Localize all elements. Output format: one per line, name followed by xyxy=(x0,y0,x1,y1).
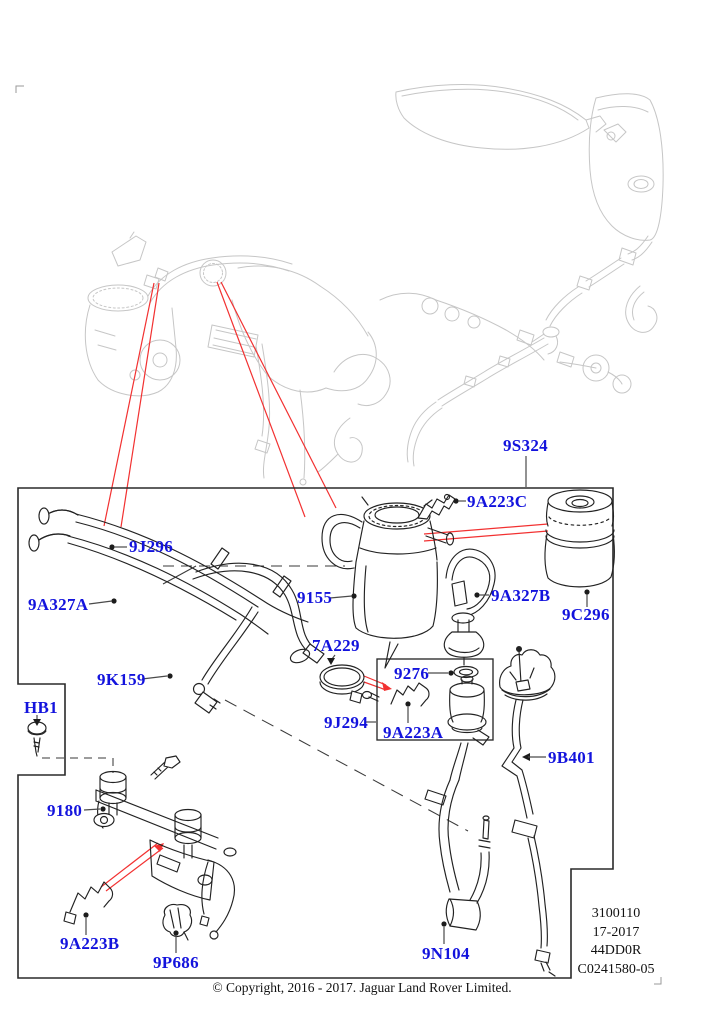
part-label-9J294[interactable]: 9J294 xyxy=(324,713,368,732)
part-drawing-9K159 xyxy=(194,607,259,713)
background-vehicle-drawing xyxy=(85,85,663,485)
part-label-HB1[interactable]: HB1 xyxy=(24,698,58,717)
part-drawing-9A223C xyxy=(418,495,455,520)
reference-line: 44DD0R xyxy=(590,943,642,958)
part-label-9180[interactable]: 9180 xyxy=(47,801,83,820)
copyright-notice: © Copyright, 2016 - 2017. Jaguar Land Rover Limited. xyxy=(212,980,512,995)
detail-boxes xyxy=(18,488,613,978)
part-drawing-9A327B xyxy=(444,549,495,665)
part-drawing-hoses xyxy=(29,508,324,665)
part-label-9A223B[interactable]: 9A223B xyxy=(60,934,120,953)
part-label-9S324[interactable]: 9S324 xyxy=(503,436,548,455)
corner-marks xyxy=(16,86,661,984)
part-label-9155[interactable]: 9155 xyxy=(297,588,333,607)
part-label-9A223C[interactable]: 9A223C xyxy=(467,492,528,511)
part-label-7A229[interactable]: 7A229 xyxy=(312,636,360,655)
reference-line: C0241580-05 xyxy=(577,961,655,977)
part-drawing-9B401 xyxy=(500,646,555,976)
part-label-9C296[interactable]: 9C296 xyxy=(562,605,610,624)
part-label-9A223A[interactable]: 9A223A xyxy=(383,723,444,742)
part-label-9A327A[interactable]: 9A327A xyxy=(28,595,89,614)
part-label-9N104[interactable]: 9N104 xyxy=(422,944,470,963)
leader-lines xyxy=(33,456,590,953)
part-drawing-9C296 xyxy=(545,490,614,587)
part-label-9J296[interactable]: 9J296 xyxy=(129,537,173,556)
part-drawing-HB1 xyxy=(28,722,46,756)
part-drawing-9180 xyxy=(94,756,236,939)
part-label-9P686[interactable]: 9P686 xyxy=(153,953,199,972)
reference-line: 3100110 xyxy=(591,906,641,921)
reference-line: 17-2017 xyxy=(592,924,640,940)
dashed-reference-lines xyxy=(42,566,468,831)
part-label-9276[interactable]: 9276 xyxy=(394,664,430,683)
part-label-9A327B[interactable]: 9A327B xyxy=(491,586,551,605)
reference-block xyxy=(566,905,666,979)
part-drawings xyxy=(28,490,614,976)
part-drawing-9N104 xyxy=(425,743,490,930)
part-label-9K159[interactable]: 9K159 xyxy=(97,670,146,689)
part-drawing-9A223B xyxy=(64,882,113,924)
part-label-9B401[interactable]: 9B401 xyxy=(548,748,595,767)
